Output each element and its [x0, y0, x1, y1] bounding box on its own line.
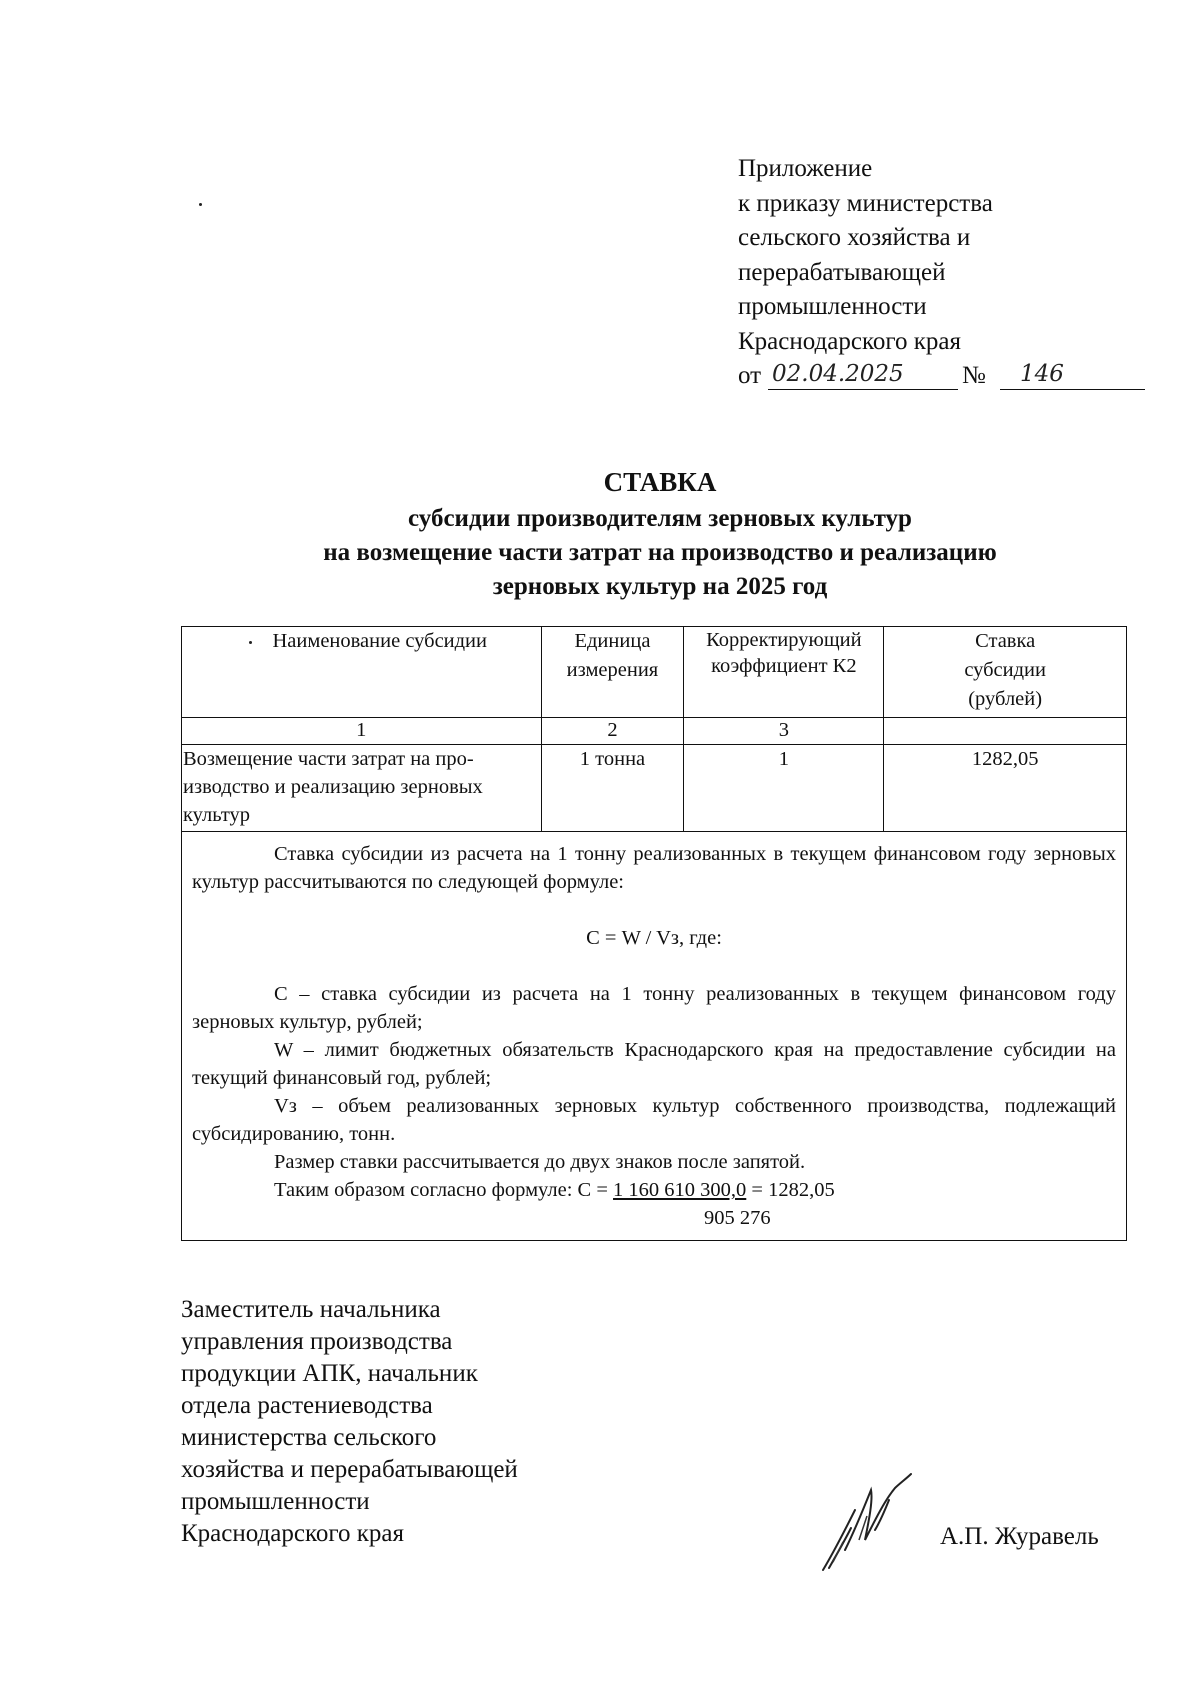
- annex-block: [738, 152, 1158, 393]
- denominator: 905 276: [704, 1207, 771, 1229]
- annex-line: промышленности: [738, 293, 927, 320]
- annex-line: к приказу министерства: [738, 189, 993, 217]
- subsidy-rate-table: [181, 626, 1127, 1241]
- date-prefix: от: [738, 362, 762, 389]
- header-cell: Наименование субсидии: [182, 627, 542, 718]
- annex-line: перерабатывающей: [738, 258, 946, 286]
- rounding-note: Размер ставки рассчитывается до двух знаков после запятой.: [274, 1151, 806, 1173]
- formula-equation: С = W / Vз, где:: [586, 927, 722, 949]
- unit-cell: 1 тонна: [541, 745, 684, 832]
- title-line: на возмещение части затрат на производство и реализацию: [323, 539, 997, 566]
- definition-c: С – ставка субсидии из расчета на 1 тонну реализованных в текущем финансовом году зерновых культур, рублей;: [192, 983, 1116, 1033]
- column-number: 2: [541, 718, 684, 745]
- order-date-handwritten: 02.04.2025: [772, 361, 904, 387]
- formula-cell: [182, 832, 1127, 1241]
- definition-v: Vз – объем реализованных зерновых культур собственного производства, подлежащий субсидированию, тонн.: [192, 1095, 1116, 1145]
- annex-line: Приложение: [738, 155, 873, 182]
- numerator: 1 160 610 300,0: [613, 1179, 747, 1201]
- rate-cell: 1282,05: [884, 745, 1127, 832]
- title-line: зерновых культур на 2025 год: [492, 573, 828, 600]
- number-label: №: [962, 362, 986, 389]
- table-row: [182, 745, 1127, 832]
- order-date-field: [768, 359, 958, 390]
- annex-line: сельского хозяйства и: [738, 224, 971, 251]
- order-number-handwritten: 146: [1020, 361, 1064, 387]
- column-number: 3: [684, 718, 884, 745]
- header-cell: Ставка субсидии (рублей): [884, 627, 1127, 718]
- scan-dot: [199, 203, 202, 206]
- formula-intro: Ставка субсидии из расчета на 1 тонну реализованных в текущем финансовом году зерновых культур рассчитываются по следующей формуле:: [192, 843, 1116, 893]
- table-number-row: [182, 718, 1127, 745]
- header-cell: Единица измерения: [541, 627, 684, 718]
- title-main: СТАВКА: [603, 467, 717, 497]
- annex-line: Краснодарского края: [738, 327, 961, 355]
- table-header-row: [182, 627, 1127, 718]
- formula-row: [182, 832, 1127, 1241]
- signatory-position: Заместитель начальника управления производства продукции АПК, начальник отдела растениеводства министерства сельского хозяйства и перерабатывающей промышленности Краснодарского края: [181, 1296, 518, 1547]
- order-date-line: [738, 359, 1158, 393]
- document-title: [160, 462, 1160, 604]
- calculation: Таким образом согласно формуле: С = 1 160 610 300,0 = 1282,05: [274, 1179, 835, 1201]
- signature-icon: [815, 1470, 925, 1585]
- header-cell: Корректирующий коэффициент К2: [684, 627, 884, 718]
- scan-dot: [249, 641, 252, 644]
- signer-name: А.П. Журавель: [940, 1523, 1099, 1550]
- column-number: [884, 718, 1127, 745]
- definition-w: W – лимит бюджетных обязательств Краснодарского края на предоставление субсидии на текущий финансовый год, рублей;: [192, 1039, 1116, 1089]
- title-line: субсидии производителям зерновых культур: [408, 505, 912, 532]
- order-number-field: [1000, 359, 1145, 390]
- column-number: 1: [182, 718, 542, 745]
- subsidy-name-cell: Возмещение части затрат на про- изводство и реализацию зерновых культур: [182, 745, 542, 832]
- coefficient-cell: 1: [684, 745, 884, 832]
